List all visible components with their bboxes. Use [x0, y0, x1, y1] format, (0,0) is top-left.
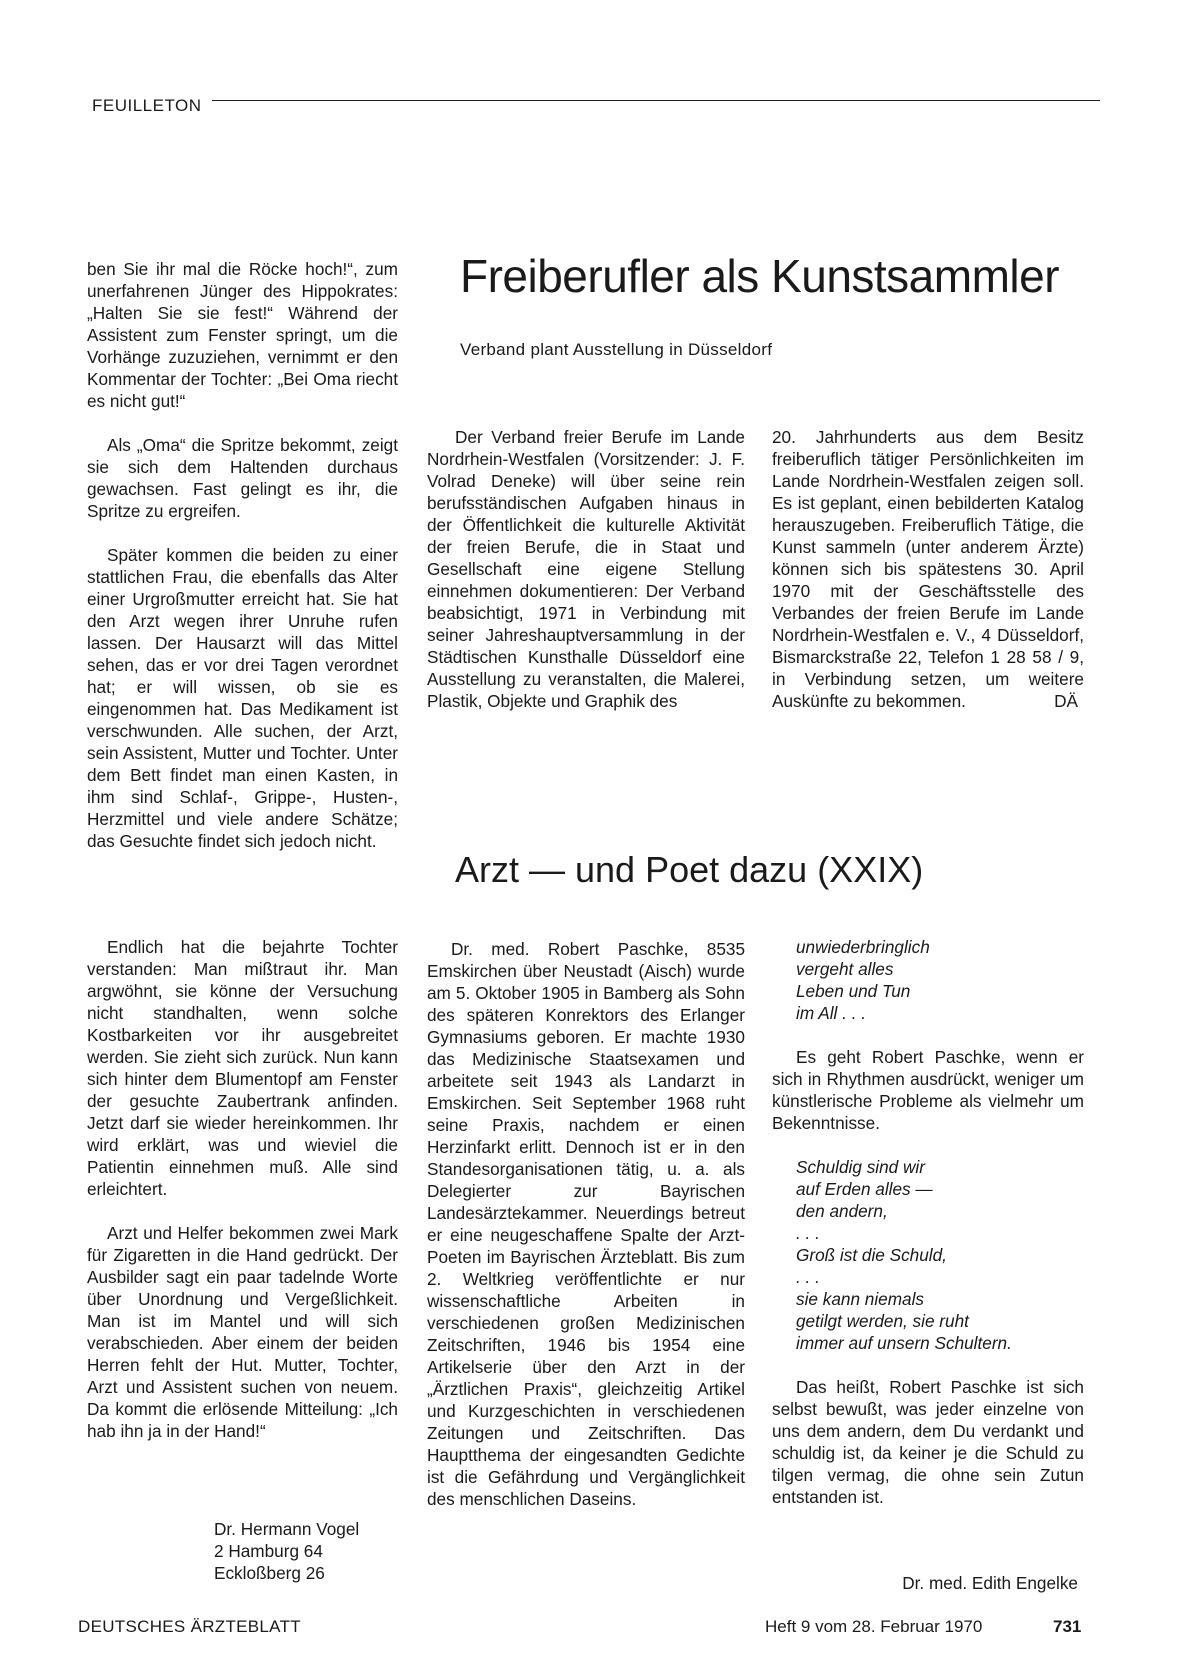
page-number: 731 — [1053, 1617, 1082, 1636]
paragraph: Es geht Robert Paschke, wenn er sich in Rhythmen ausdrückt, weniger um künstlerische Probleme als vielmehr um Bekenntnisse. — [772, 1047, 1084, 1133]
paragraph: Der Verband freier Berufe im Lande Nordrhein-Westfalen (Vorsitzender: J. F. Volrad Deneke) will über seine rein berufsständischen Aufgaben hinaus in der Öffentlichkeit die kulturelle Aktivität der freien Berufe, die in Staat und Gesellschaft eine eigene Stellung einnehmen dokumentieren: Der Verband beabsichtigt, 1971 in Verbindung mit seiner Jahreshauptversammlung in der Städtischen Kunsthalle Düsseldorf eine Ausstellung zu veranstalten, die Malerei, Plastik, Objekte und Graphik des — [427, 427, 745, 711]
header-rule — [212, 100, 1100, 101]
article2-column-1 — [427, 938, 745, 1510]
poem-line: Leben und Tun — [796, 981, 911, 1001]
poem-line: sie kann niemals — [796, 1289, 925, 1309]
paragraph: 20. Jahrhunderts aus dem Besitz freiberuflich tätiger Persönlichkeiten im Lande Nordrhein-Westfalen zeigen soll. Es ist geplant, einen bebilderten Katalog herauszugeben. Freiberuflich Tätige, die Kunst sammeln (unter anderem Ärzte) können sich bis spätestens 30. April 1970 mit der Geschäftsstelle des Verbandes der freien Berufe im Lande Nordrhein-Westfalen e. V., 4 Düsseldorf, Bismarckstraße 22, Telefon 1 28 58 / 9, in Verbindung setzen, um weitere Auskünfte zu bekommen. — [772, 427, 1084, 711]
article2-column-2 — [772, 936, 1084, 1508]
poem-line: auf Erden alles — — [796, 1179, 933, 1199]
author-address: Eckloßberg 26 — [214, 1563, 325, 1583]
paragraph: Als „Oma“ die Spritze bekommt, zeigt sie sich dem Haltenden durchaus gewachsen. Fast gelingt es ihr, die Spritze zu ergreifen. — [87, 435, 398, 521]
poem-line: im All . . . — [796, 1003, 867, 1023]
poem-line: Groß ist die Schuld, — [796, 1245, 947, 1265]
poem-line: den andern, — [796, 1201, 888, 1221]
paragraph: Arzt und Helfer bekommen zwei Mark für Zigaretten in die Hand gedrückt. Der Ausbilder sagt ein paar tadelnde Worte über Unordnung und Vergeßlichkeit. Man ist im Mantel und will sich verabschieden. Aber einem der beiden Herren fehlt der Hut. Mutter, Tochter, Arzt und Assistent suchen von neuem. Da kommt die erlösende Mitteilung: „Ich hab ihn ja in der Hand!“ — [87, 1223, 398, 1441]
article-subtitle: Verband plant Ausstellung in Düsseldorf — [460, 340, 773, 359]
article-author-tag: DÄ — [1054, 691, 1078, 711]
poem-line: immer auf unsern Schultern. — [796, 1333, 1012, 1353]
article-author: Dr. med. Edith Engelke — [902, 1573, 1078, 1593]
paragraph: Das heißt, Robert Paschke ist sich selbst bewußt, was jeder einzelne von uns dem andern, dem Du verdankt und schuldig ist, da keiner je die Schuld zu tilgen vermag, die ohne sein Zutun entstanden ist. — [772, 1377, 1084, 1507]
poem-line: Schuldig sind wir — [796, 1157, 925, 1177]
author-address: 2 Hamburg 64 — [214, 1541, 323, 1561]
left-column-bottom — [87, 936, 398, 1442]
article1-column-2 — [772, 426, 1084, 712]
journal-name: DEUTSCHES ÄRZTEBLATT — [78, 1617, 301, 1636]
poem-line: . . . — [796, 1223, 820, 1243]
article-title: Freiberufler als Kunstsammler — [460, 250, 1060, 302]
poem-excerpt — [772, 1156, 1084, 1354]
paragraph: ben Sie ihr mal die Röcke hoch!“, zum unerfahrenen Jünger des Hippokrates: „Halten Sie sie fest!“ Während der Assistent zum Fenster springt, um die Vorhänge zuzuziehen, vernimmt er den Kommentar der Tochter: „Bei Oma riecht es nicht gut!“ — [87, 259, 398, 411]
article1-column-1 — [427, 426, 745, 712]
poem-line: vergeht alles — [796, 959, 894, 979]
paragraph: Endlich hat die bejahrte Tochter verstanden: Man mißtraut ihr. Man argwöhnt, sie könne der Versuchung nicht standhalten, wenn solche Kostbarkeiten vor ihr ausgebreitet werden. Sie zieht sich zurück. Nun kann sich hinter dem Blumentopf am Fenster der gesuchte Zaubertrank anfinden. Jetzt darf sie wieder hereinkommen. Ihr wird erklärt, was und wieviel die Patientin einnehmen muß. Alle sind erleichtert. — [87, 937, 398, 1199]
paragraph: Später kommen die beiden zu einer stattlichen Frau, die ebenfalls das Alter einer Urgroßmutter erreicht hat. Sie hat den Arzt wegen ihrer Unruhe rufen lassen. Der Hausarzt will das Mittel sehen, das er vor drei Tagen verordnet hat; er will wissen, ob sie es eingenommen hat. Das Medikament ist verschwunden. Alle suchen, der Arzt, sein Assistent, Mutter und Tochter. Unter dem Bett findet man einen Kasten, in ihm sind Schlaf-, Grippe-, Husten-, Herzmittel und viele andere Schätze; das Gesuchte findet sich jedoch nicht. — [87, 545, 398, 851]
paragraph: Dr. med. Robert Paschke, 8535 Emskirchen über Neustadt (Aisch) wurde am 5. Oktober 1905 in Bamberg als Sohn des späteren Konrektors des Erlanger Gymnasiums geboren. Er machte 1930 das Medizinische Staatsexamen und arbeitete seit 1943 als Landarzt in Emskirchen. Seit September 1968 ruht seine Praxis, nachdem er einen Herzinfarkt erlitt. Dennoch ist er in den Standesorganisationen tätig, u. a. als Delegierter zur Bayrischen Landesärztekammer. Neuerdings betreut er eine neugeschaffene Spalte der Arzt-Poeten im Bayrischen Ärzteblatt. Bis zum 2. Weltkrieg veröffentlichte er nur wissenschaftliche Arbeiten in verschiedenen großen Medizinischen Zeitschriften, 1946 bis 1954 eine Artikelserie über den Arzt in der „Ärztlichen Praxis“, gleichzeitig Artikel und Kurzgeschichten in verschiedenen Zeitungen und Zeitschriften. Das Hauptthema der eingesandten Gedichte ist die Gefährdung und Vergänglichkeit des menschlichen Daseins. — [427, 939, 745, 1509]
article-title: Arzt — und Poet dazu (XXIX) — [455, 849, 924, 890]
left-column-top — [87, 258, 398, 852]
issue-info: Heft 9 vom 28. Februar 1970 — [765, 1617, 983, 1636]
author-signature — [214, 1518, 404, 1584]
poem-excerpt — [772, 936, 1084, 1024]
poem-line: getilgt werden, sie ruht — [796, 1311, 969, 1331]
poem-line: unwiederbringlich — [796, 937, 930, 957]
poem-line: . . . — [796, 1267, 820, 1287]
author-name: Dr. Hermann Vogel — [214, 1519, 360, 1539]
section-label: FEUILLETON — [92, 96, 202, 115]
